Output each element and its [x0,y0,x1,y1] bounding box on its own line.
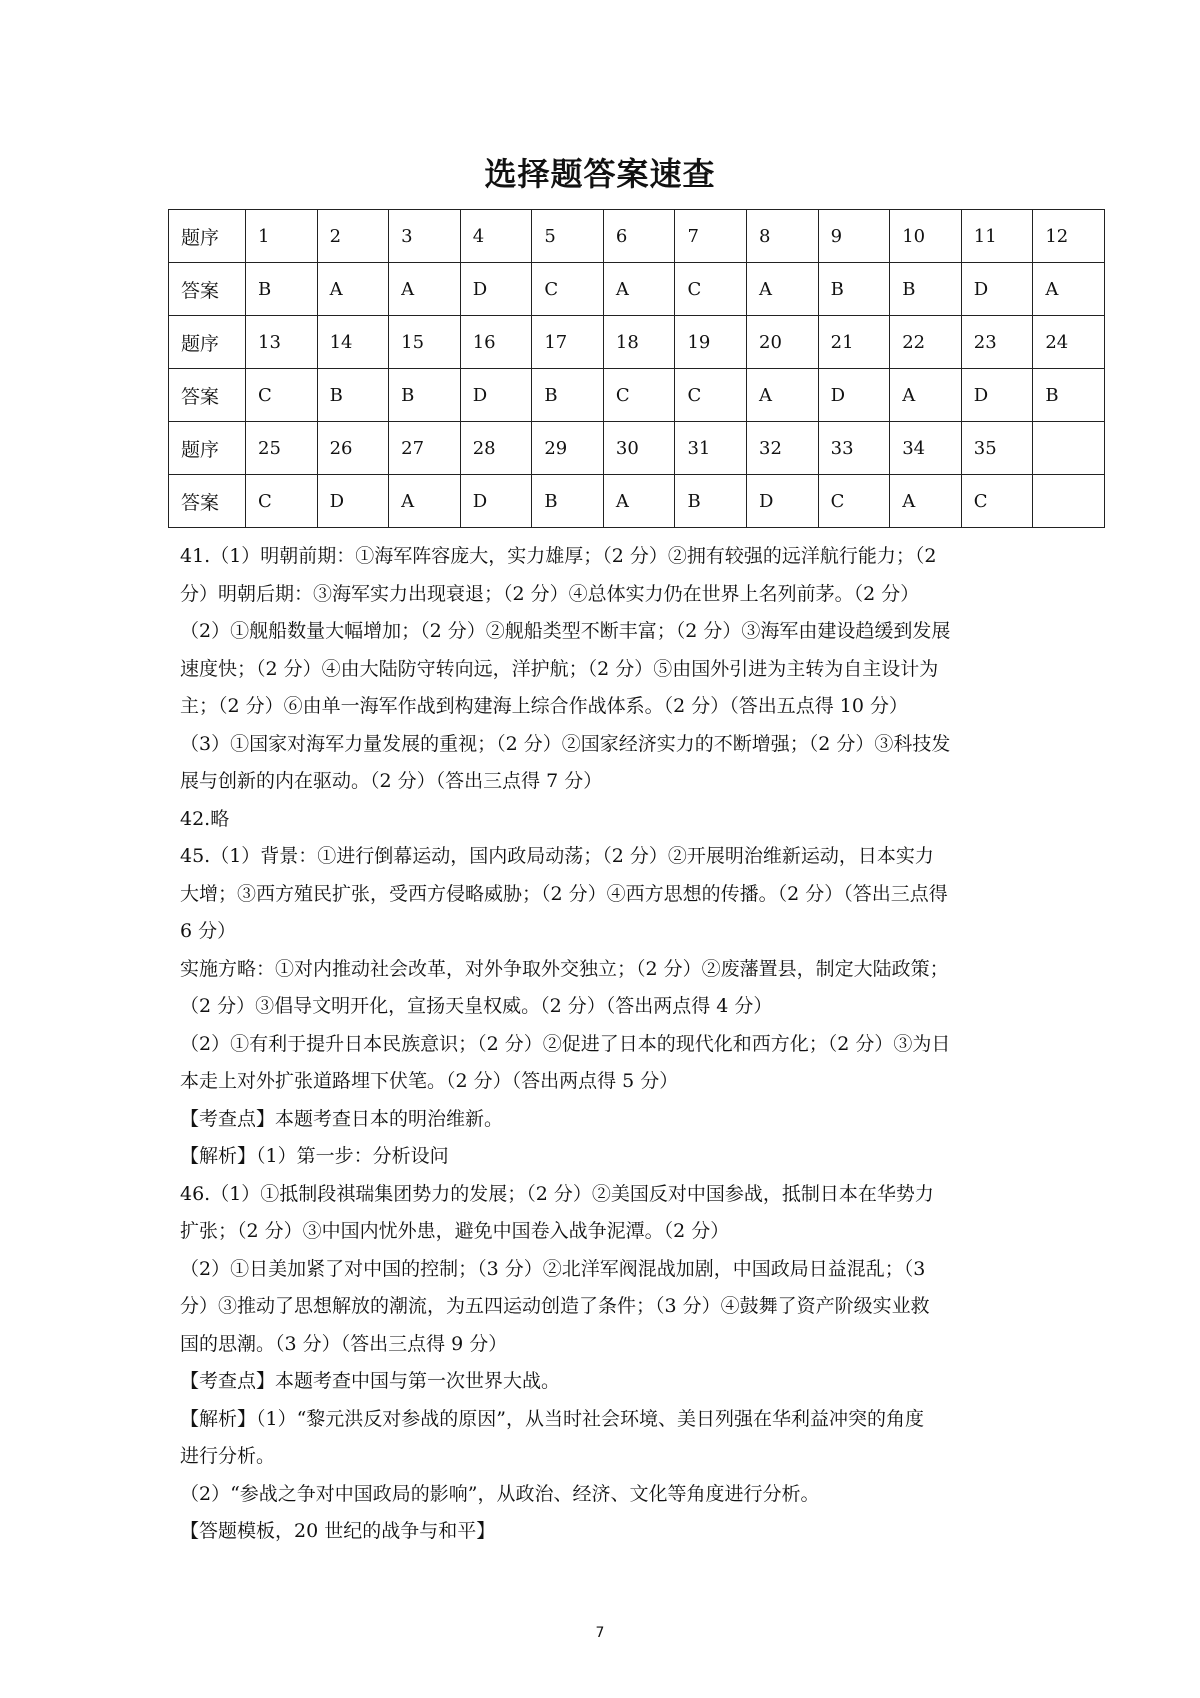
table-cell: C [246,369,318,422]
table-cell: B [818,263,890,316]
text-line: 国的思潮。（3 分）（答出三点得 9 分） [180,1332,508,1355]
table-cell: A [603,475,675,528]
table-cell: 34 [890,422,962,475]
table-cell: C [532,263,604,316]
text-line: （2）“参战之争对中国政局的影响”，从政治、经济、文化等角度进行分析。 [180,1482,820,1505]
table-cell: 7 [675,210,747,263]
table-cell: B [389,369,461,422]
table-cell: A [747,263,819,316]
table-cell: 5 [532,210,604,263]
table-cell: 10 [890,210,962,263]
table-cell: 6 [603,210,675,263]
table-cell: 20 [747,316,819,369]
table-cell: A [890,369,962,422]
answer-explanations [180,538,1040,1551]
page-number: 7 [595,1625,605,1641]
text-line: 本走上对外扩张道路埋下伏笔。（2 分）（答出两点得 5 分） [180,1070,679,1092]
text-line: 扩张；（2 分）③中国内忧外患，避免中国卷入战争泥潭。（2 分） [180,1220,730,1242]
table-cell: 11 [961,210,1033,263]
table-cell: B [890,263,962,316]
table-cell: D [961,369,1033,422]
table-cell: 33 [818,422,890,475]
text-line: （2）①舰船数量大幅增加；（2 分）②舰船类型不断丰富；（2 分）③海军由建设趋缓到发展 [180,620,951,642]
table-cell: A [1033,263,1105,316]
table-cell: D [747,475,819,528]
table-cell: 12 [1033,210,1105,263]
text-line: 45.（1）背景：①进行倒幕运动，国内政局动荡；（2 分）②开展明治维新运动，日本实力 [180,845,934,867]
table-cell: 3 [389,210,461,263]
table-cell: D [961,263,1033,316]
table-cell: 23 [961,316,1033,369]
table-cell: D [460,263,532,316]
table-row [169,369,1105,422]
table-row [169,263,1105,316]
table-cell: D [818,369,890,422]
row-header: 答案 [169,475,246,528]
table-cell: D [460,369,532,422]
row-header: 答案 [169,263,246,316]
table-cell: 27 [389,422,461,475]
table-cell: 16 [460,316,532,369]
table-cell: C [246,475,318,528]
table-cell: 13 [246,316,318,369]
text-line: （2）①有利于提升日本民族意识；（2 分）②促进了日本的现代化和西方化；（2 分）③为日 [180,1032,951,1055]
table-cell: A [389,475,461,528]
table-cell: A [317,263,389,316]
table-cell: B [532,475,604,528]
table-cell: A [603,263,675,316]
text-line: 实施方略：①对内推动社会改革，对外争取外交独立；（2 分）②废藩置县，制定大陆政策； [180,957,949,980]
row-header: 题序 [169,422,246,475]
table-cell: 1 [246,210,318,263]
table-cell: C [675,369,747,422]
table-cell: B [246,263,318,316]
text-line: 进行分析。 [180,1445,276,1467]
table-cell: B [1033,369,1105,422]
table-cell: 17 [532,316,604,369]
answer-table [168,209,1105,528]
text-line: 【答题模板，20 世纪的战争与和平】 [180,1520,496,1542]
table-cell: B [675,475,747,528]
table-cell: 29 [532,422,604,475]
table-cell: 35 [961,422,1033,475]
table-row [169,422,1105,475]
table-cell: 2 [317,210,389,263]
text-line: 42.略 [180,807,230,830]
text-line: 展与创新的内在驱动。（2 分）（答出三点得 7 分） [180,770,603,792]
text-line: （2）①日美加紧了对中国的控制；（3 分）②北洋军阀混战加剧，中国政局日益混乱；（3 [180,1257,926,1280]
table-cell: B [317,369,389,422]
table-cell: 22 [890,316,962,369]
row-header: 题序 [169,210,246,263]
table-cell: C [818,475,890,528]
table-cell: 26 [317,422,389,475]
table-cell: 18 [603,316,675,369]
table-cell: 4 [460,210,532,263]
page-title: 选择题答案速查 [484,155,716,193]
table-cell: 19 [675,316,747,369]
table-cell: 9 [818,210,890,263]
text-line: （3）①国家对海军力量发展的重视；（2 分）②国家经济实力的不断增强；（2 分）③科技发 [180,732,951,755]
table-cell: 31 [675,422,747,475]
table-cell [1033,422,1105,475]
table-cell: D [317,475,389,528]
table-cell: A [890,475,962,528]
table-cell: B [532,369,604,422]
table-cell: 30 [603,422,675,475]
text-line: 46.（1）①抵制段祺瑞集团势力的发展；（2 分）②美国反对中国参战，抵制日本在华势力 [180,1182,934,1205]
text-line: 【考查点】本题考查中国与第一次世界大战。 [180,1370,561,1392]
table-cell: C [675,263,747,316]
table-cell: 8 [747,210,819,263]
text-line: 分）③推动了思想解放的潮流，为五四运动创造了条件；（3 分）④鼓舞了资产阶级实业救 [180,1295,930,1317]
table-cell: 15 [389,316,461,369]
table-cell: C [961,475,1033,528]
table-cell: A [389,263,461,316]
table-cell: 21 [818,316,890,369]
table-row [169,210,1105,263]
table-row [169,316,1105,369]
table-cell: 24 [1033,316,1105,369]
table-cell: A [747,369,819,422]
text-line: 大增；③西方殖民扩张，受西方侵略威胁；（2 分）④西方思想的传播。（2 分）（答出三点得 [180,882,948,905]
text-line: 主；（2 分）⑥由单一海军作战到构建海上综合作战体系。（2 分）（答出五点得 10 分） [180,695,909,717]
text-line: 41.（1）明朝前期：①海军阵容庞大，实力雄厚；（2 分）②拥有较强的远洋航行能力；（2 [180,545,937,567]
text-line: 【解析】（1）“黎元洪反对参战的原因”，从当时社会环境、美日列强在华利益冲突的角度 [180,1407,925,1430]
text-line: 【考查点】本题考查日本的明治维新。 [180,1107,504,1130]
table-cell: 14 [317,316,389,369]
row-header: 题序 [169,316,246,369]
text-line: 分）明朝后期：③海军实力出现衰退；（2 分）④总体实力仍在世界上名列前茅。（2 分） [180,582,920,605]
text-line: （2 分）③倡导文明开化，宣扬天皇权威。（2 分）（答出两点得 4 分） [180,995,773,1017]
table-row [169,475,1105,528]
table-cell: 25 [246,422,318,475]
text-line: 6 分） [180,920,237,942]
text-line: 【解析】（1）第一步：分析设问 [180,1145,449,1167]
table-cell: D [460,475,532,528]
row-header: 答案 [169,369,246,422]
text-line: 速度快；（2 分）④由大陆防守转向远，洋护航；（2 分）⑤由国外引进为主转为自主设计为 [180,657,939,680]
table-cell: 32 [747,422,819,475]
table-cell: 28 [460,422,532,475]
table-cell: C [603,369,675,422]
table-cell [1033,475,1105,528]
